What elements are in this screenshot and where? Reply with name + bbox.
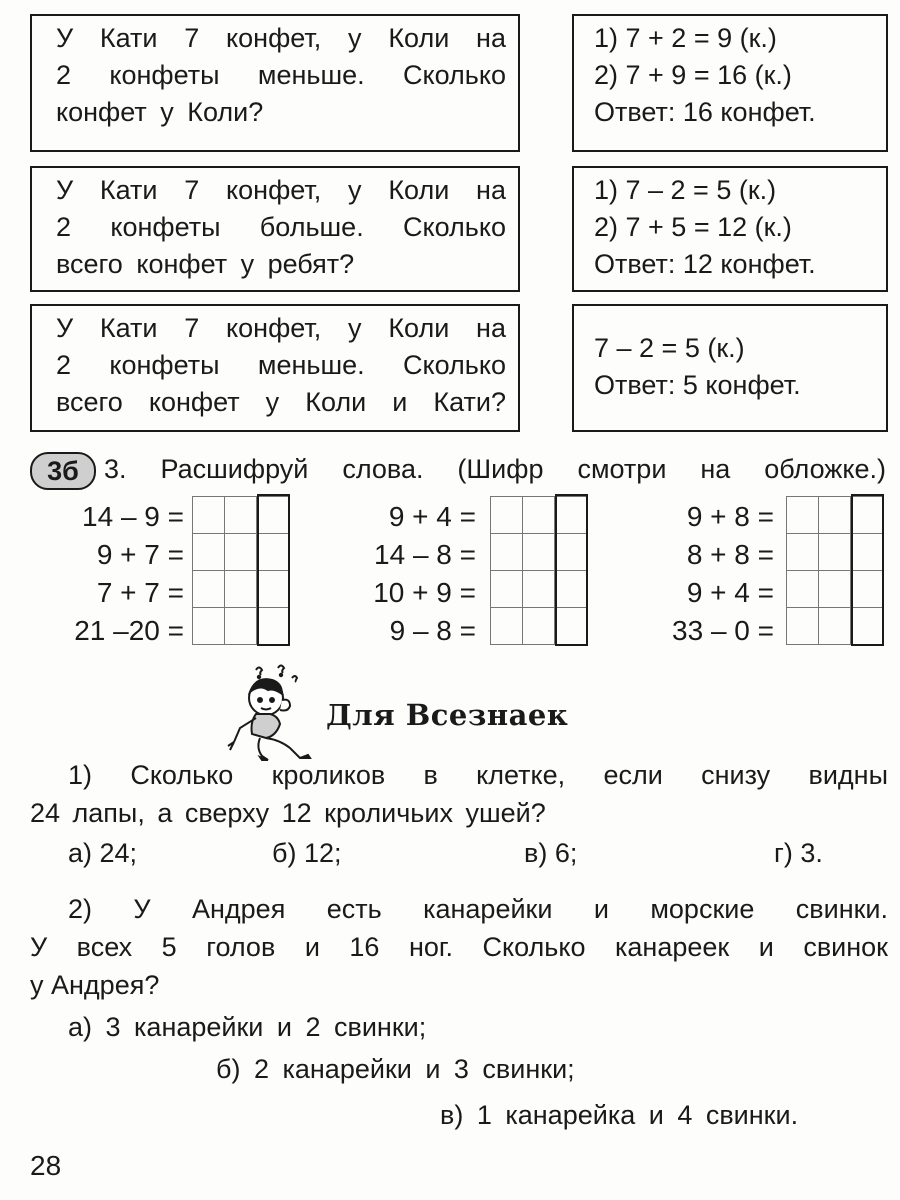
- expr-c1-r2: 9 + 7 =: [96, 539, 184, 570]
- question-2-line-2: У всех 5 голов и 16 ног. Сколько канареек и свинок: [30, 932, 888, 962]
- solution-2-line-3: Ответ: 12 конфет.: [594, 249, 816, 279]
- expr-c3-r3: 9 + 4 =: [686, 577, 774, 608]
- expr-c3-r2: 8 + 8 =: [686, 539, 774, 570]
- expr-c2-r2: 14 – 8 =: [374, 539, 476, 570]
- solution-box-1: [572, 14, 888, 152]
- answer-grid-1[interactable]: [192, 496, 289, 645]
- expr-c2-r1: 9 + 4 =: [388, 501, 476, 532]
- expr-c1-r1: 14 – 9 =: [82, 501, 184, 532]
- task-3-title: 3. Расшифруй слова. (Шифр смотри на обложке.): [104, 454, 886, 484]
- answer-grid-3[interactable]: [786, 496, 883, 645]
- problem-box-2: [30, 166, 520, 292]
- question-1-line-2: 24 лапы, а сверху 12 кроличьих ушей?: [30, 798, 546, 828]
- q1-option-a: а) 24;: [68, 838, 138, 868]
- q1-option-c: в) 6;: [524, 838, 578, 868]
- solution-2-line-1: 1) 7 – 2 = 5 (к.): [594, 175, 777, 205]
- solution-1-line-3: Ответ: 16 конфет.: [594, 97, 816, 127]
- task-badge: 3б: [30, 452, 96, 490]
- solution-box-2: [572, 166, 888, 292]
- q2-option-a: а) 3 канарейки и 2 свинки;: [68, 1012, 427, 1042]
- expr-c3-r4: 33 – 0 =: [672, 615, 774, 646]
- expr-c2-r3: 10 + 9 =: [373, 577, 476, 608]
- solution-box-3: [572, 304, 888, 432]
- question-2-line-1: 2) У Андрея есть канарейки и морские свинки.: [68, 894, 888, 924]
- expr-c2-r4: 9 – 8 =: [389, 615, 476, 646]
- q1-option-b: б) 12;: [272, 838, 342, 868]
- question-1: [30, 756, 888, 832]
- highlighted-column: [851, 494, 884, 646]
- solution-2-line-2: 2) 7 + 5 = 12 (к.): [594, 212, 792, 242]
- problem-1-line-2: 2 конфеты меньше. Сколько: [56, 60, 506, 90]
- question-2: [30, 890, 888, 1004]
- page-number: 28: [30, 1150, 62, 1181]
- section-heading: Для Всезнаек: [326, 698, 569, 732]
- problem-1-line-1: У Кати 7 конфет, у Коли на: [56, 23, 506, 53]
- problem-3-line-3: всего конфет у Коли и Кати?: [56, 387, 506, 417]
- problem-1-line-3: конфет у Коли?: [56, 97, 264, 127]
- problem-box-3: [30, 304, 520, 432]
- expr-c1-r4: 21 –20 =: [74, 615, 184, 646]
- question-1-line-1: 1) Сколько кроликов в клетке, если снизу видны: [68, 760, 888, 790]
- problem-2-line-1: У Кати 7 конфет, у Коли на: [56, 175, 506, 205]
- problem-2-line-3: всего конфет у ребят?: [56, 249, 355, 279]
- q1-option-d: г) 3.: [774, 838, 823, 868]
- question-2-line-3: у Андрея?: [30, 970, 160, 1000]
- solution-3-line-1: 7 – 2 = 5 (к.): [594, 333, 745, 363]
- solution-1-line-1: 1) 7 + 2 = 9 (к.): [594, 23, 777, 53]
- solution-3-line-2: Ответ: 5 конфет.: [594, 370, 801, 400]
- expr-c3-r1: 9 + 8 =: [686, 501, 774, 532]
- problem-2-line-2: 2 конфеты больше. Сколько: [56, 212, 506, 242]
- q2-option-c: в) 1 канарейка и 4 свинки.: [440, 1100, 799, 1130]
- problem-3-line-2: 2 конфеты меньше. Сколько: [56, 350, 506, 380]
- solution-1-line-2: 2) 7 + 9 = 16 (к.): [594, 60, 792, 90]
- highlighted-column: [555, 494, 588, 646]
- q2-option-b: б) 2 канарейки и 3 свинки;: [216, 1054, 575, 1084]
- problem-3-line-1: У Кати 7 конфет, у Коли на: [56, 313, 506, 343]
- boy-illustration: [226, 664, 318, 762]
- problem-box-1: [30, 14, 520, 152]
- highlighted-column: [257, 494, 290, 646]
- expr-c1-r3: 7 + 7 =: [96, 577, 184, 608]
- answer-grid-2[interactable]: [490, 496, 587, 645]
